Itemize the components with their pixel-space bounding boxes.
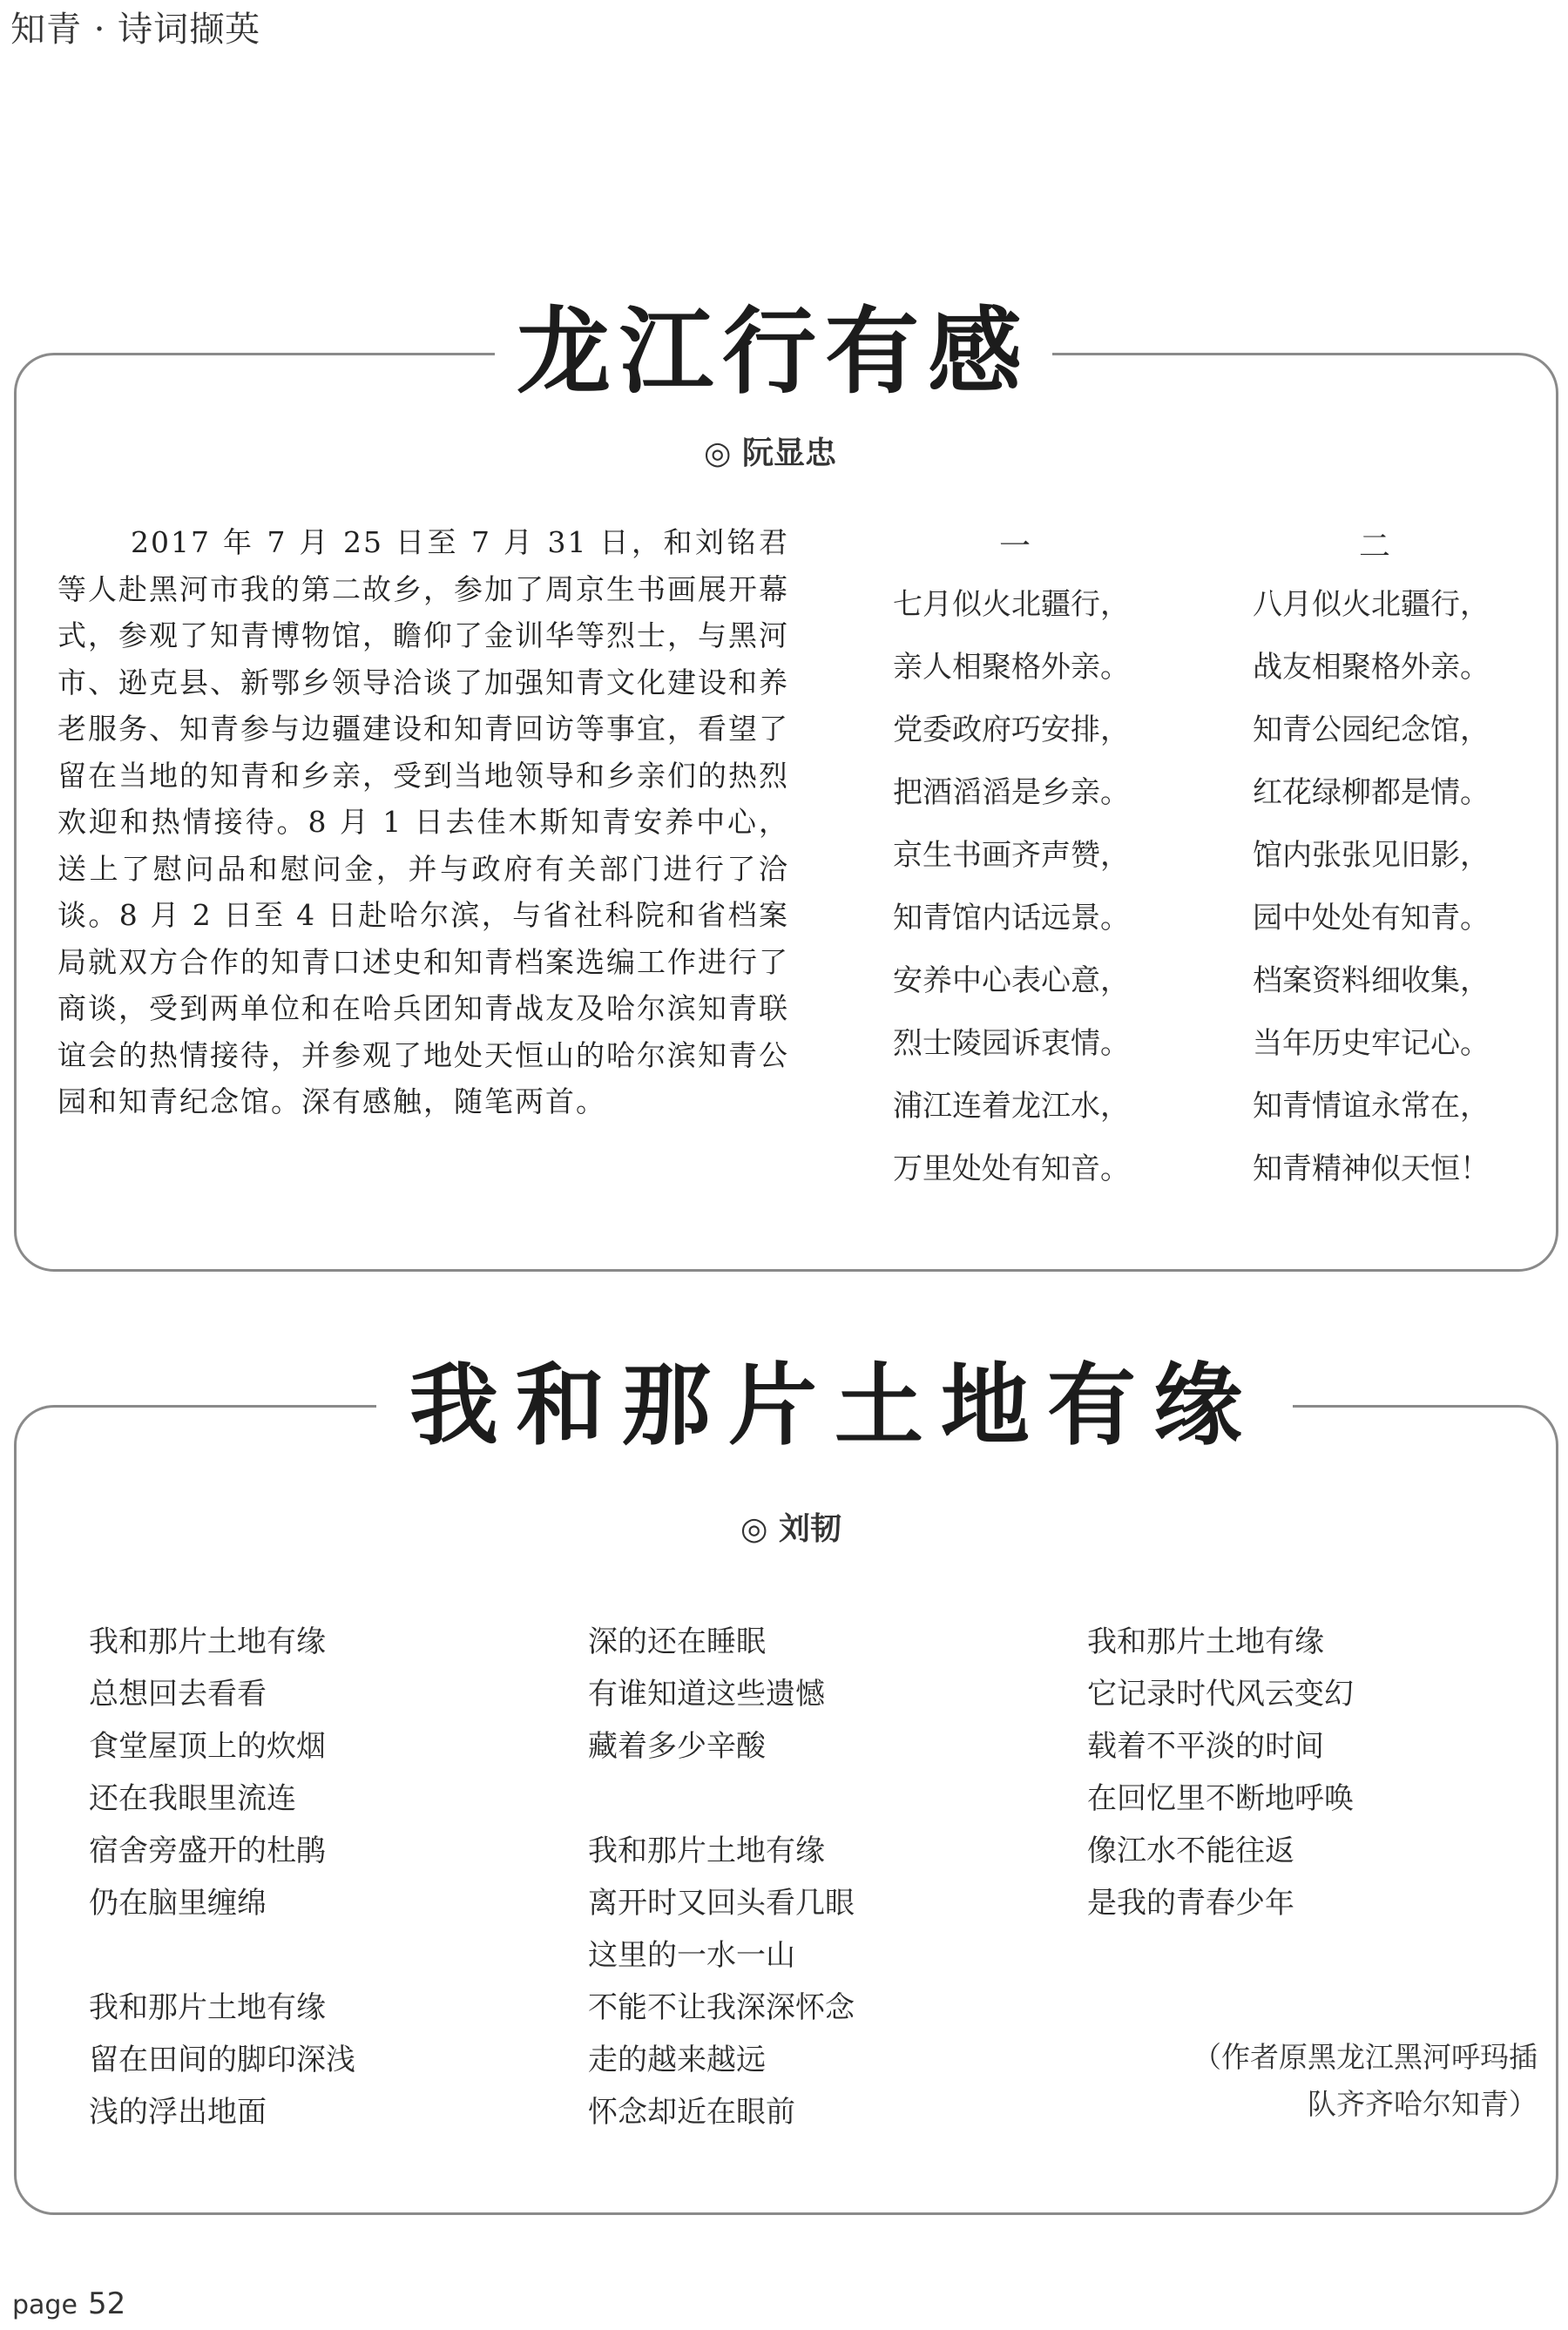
author-note-line: （作者原黑龙江黑河呼玛插 bbox=[1193, 2040, 1538, 2074]
poem1-preface: 2017 年 7 月 25 日至 7 月 31 日，和刘铭君等人赴黑河市我的第二故乡，参加了周京生书画展开幕式，参观了知青博物馆，瞻仰了金训华等烈士，与黑河市、逊克县、新鄂乡领导洽谈了加强知青文化建设和养老服务、知青参与边疆建设和知青回访等事宜，看望了留在当地的知青和乡亲，受到当地领导和乡亲们的热烈欢迎和热情接待。8 月 1 日去佳木斯知青安养中心，送上了慰问品和慰问金，并与政府有关部门进行了洽谈。8 月 2 日至 4 日赴哈尔滨，与省社科院和省档案局就双方合作的知青口述史和知青档案选编工作进行了商谈，受到两单位和在哈兵团知青战友及哈尔滨知青联谊会的热情接待，并参观了地处天恒山的哈尔滨知青公园和知青纪念馆。深有感触，随笔两首。 bbox=[57, 525, 789, 1118]
poem2-column-1 bbox=[89, 1616, 355, 2138]
section-title: 知青 · 诗词撷英 bbox=[10, 10, 261, 50]
poem-line: 深的还在睡眠 bbox=[588, 1624, 766, 1659]
poem1-part2 bbox=[1253, 521, 1497, 1200]
stanza-gap bbox=[89, 1929, 355, 1982]
poem1-author: ◎ 阮显忠 bbox=[704, 436, 836, 471]
poem-line: 亲人相聚格外亲。 bbox=[893, 650, 1130, 685]
poem-line: 仍在脑里缠绵 bbox=[89, 1886, 267, 1921]
poem-line: 有谁知道这些遗憾 bbox=[588, 1677, 825, 1712]
poem-line: 它记录时代风云变幻 bbox=[1087, 1677, 1354, 1712]
poem-line: 知青馆内话远景。 bbox=[893, 901, 1130, 935]
poem-line: 我和那片土地有缘 bbox=[89, 1624, 326, 1659]
poem-line: 万里处处有知音。 bbox=[893, 1151, 1130, 1186]
stanza-gap bbox=[588, 1773, 855, 1825]
poem2-column-2 bbox=[588, 1616, 855, 2138]
poem-line: 党委政府巧安排， bbox=[893, 713, 1130, 747]
poem-line: 安养中心表心意， bbox=[893, 963, 1130, 998]
poem-line: 走的越来越远 bbox=[588, 2043, 766, 2077]
poem-line: 把酒滔滔是乡亲。 bbox=[893, 775, 1130, 810]
poem-line: 浅的浮出地面 bbox=[89, 2095, 267, 2130]
poem-line: 园中处处有知青。 bbox=[1253, 901, 1490, 935]
page-label: page bbox=[12, 2290, 78, 2320]
poem2-title: 我和那片土地有缘 bbox=[376, 1341, 1293, 1472]
poem-line: 馆内张张见旧影， bbox=[1253, 838, 1490, 873]
poem-line: 不能不让我深深怀念 bbox=[588, 1990, 855, 2025]
author-note bbox=[1119, 2034, 1538, 2128]
page-number: 52 bbox=[87, 2286, 126, 2321]
poem-line: 当年历史牢记心。 bbox=[1253, 1026, 1490, 1061]
poem-line: 档案资料细收集， bbox=[1253, 963, 1490, 998]
poem-line: 知青精神似天恒！ bbox=[1253, 1151, 1490, 1186]
poem-line: 红花绿柳都是情。 bbox=[1253, 775, 1490, 810]
poem-line: 七月似火北疆行， bbox=[893, 587, 1130, 622]
poem2-author: ◎ 刘韧 bbox=[740, 1511, 841, 1547]
poem-line: 战友相聚格外亲。 bbox=[1253, 650, 1490, 685]
poem-line: 总想回去看看 bbox=[89, 1677, 267, 1712]
poem-line: 在回忆里不断地呼唤 bbox=[1087, 1781, 1354, 1816]
poem-line: 京生书画齐声赞， bbox=[893, 838, 1130, 873]
poem-line: 这里的一水一山 bbox=[588, 1938, 795, 1973]
poem-line: 食堂屋顶上的炊烟 bbox=[89, 1729, 326, 1764]
page-footer bbox=[12, 2286, 125, 2321]
poem-line: 怀念却近在眼前 bbox=[588, 2095, 795, 2130]
poem-line: 像江水不能往返 bbox=[1087, 1834, 1294, 1868]
poem-line: 是我的青春少年 bbox=[1087, 1886, 1294, 1921]
poem-line: 知青公园纪念馆， bbox=[1253, 713, 1490, 747]
part2-numeral: 二 bbox=[1358, 529, 1390, 564]
poem-line: 我和那片土地有缘 bbox=[1087, 1624, 1324, 1659]
poem-line: 烈士陵园诉衷情。 bbox=[893, 1026, 1130, 1061]
poem-line: 我和那片土地有缘 bbox=[588, 1834, 825, 1868]
poem-line: 载着不平淡的时间 bbox=[1087, 1729, 1324, 1764]
poem-line: 浦江连着龙江水， bbox=[893, 1089, 1130, 1124]
poem1-part1 bbox=[893, 521, 1137, 1200]
poem-line: 藏着多少辛酸 bbox=[588, 1729, 766, 1764]
poem-line: 八月似火北疆行， bbox=[1253, 587, 1490, 622]
poem-line: 离开时又回头看几眼 bbox=[588, 1886, 855, 1921]
poem1-title: 龙江行有感 bbox=[495, 287, 1052, 418]
poem-line: 我和那片土地有缘 bbox=[89, 1990, 326, 2025]
part1-numeral: 一 bbox=[998, 529, 1031, 564]
poem-line: 知青情谊永常在， bbox=[1253, 1089, 1490, 1124]
poem2-column-3 bbox=[1087, 1616, 1354, 1929]
author-note-line: 队齐齐哈尔知青） bbox=[1308, 2087, 1538, 2121]
poem-line: 还在我眼里流连 bbox=[89, 1781, 296, 1816]
poem-line: 宿舍旁盛开的杜鹃 bbox=[89, 1834, 326, 1868]
poem-line: 留在田间的脚印深浅 bbox=[89, 2043, 355, 2077]
